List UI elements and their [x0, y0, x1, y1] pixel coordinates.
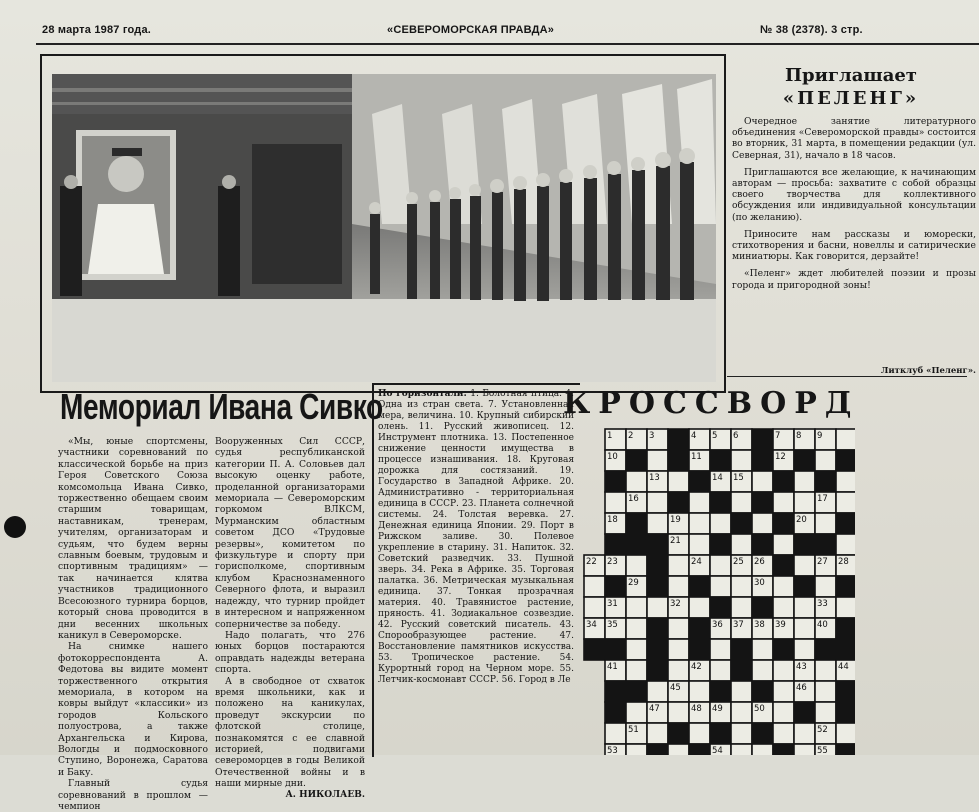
crossword-cell[interactable]: [731, 723, 752, 744]
crossword-cell-number: 38: [754, 620, 765, 630]
crossword-block-cell: [752, 534, 773, 555]
article-paragraph: А в свободное от схваток время школьники, как и положено на каникулах, проведут экскурсии по флотской столице, познакомятся с ее славной историей, подвигами североморцев в годы Великой Отечественной войны и в наши мирные дни.: [215, 675, 365, 790]
crossword-cell[interactable]: [626, 597, 647, 618]
crossword-cell-number: 2: [628, 431, 634, 441]
crossword-block-cell: [836, 513, 855, 534]
crossword-cell-number: 50: [754, 704, 765, 714]
crossword-block-cell: [647, 639, 668, 660]
crossword-cell[interactable]: [584, 576, 605, 597]
crossword-cell[interactable]: [752, 639, 773, 660]
crossword-cell[interactable]: [794, 744, 815, 755]
crossword-block-cell: [647, 744, 668, 755]
crossword-cell-number: 41: [607, 662, 618, 672]
crossword-block-cell: [752, 429, 773, 450]
crossword-block-cell: [836, 744, 855, 755]
crossword-cell[interactable]: [836, 597, 855, 618]
crossword-cell[interactable]: [731, 576, 752, 597]
crossword-block-cell: [605, 639, 626, 660]
crossword-cell-number: 36: [712, 620, 723, 630]
crossword-cell[interactable]: [815, 660, 836, 681]
crossword-block-cell: [689, 471, 710, 492]
crossword-block-cell: [668, 723, 689, 744]
crossword-cell[interactable]: [668, 618, 689, 639]
crossword-cell[interactable]: [752, 744, 773, 755]
crossword-block-cell: [626, 534, 647, 555]
crossword-cell[interactable]: [689, 534, 710, 555]
crossword-cell-number: 40: [817, 620, 828, 630]
header-rule: [36, 43, 979, 45]
crossword-cell[interactable]: [794, 618, 815, 639]
crossword-block-cell: [647, 660, 668, 681]
crossword-block-cell: [752, 450, 773, 471]
crossword-cell-number: 39: [775, 620, 786, 630]
crossword-block-cell: [773, 744, 794, 755]
crossword-block-cell: [626, 513, 647, 534]
crossword-cell[interactable]: [710, 660, 731, 681]
crossword-cell[interactable]: [773, 492, 794, 513]
crossword-cell-number: 49: [712, 704, 723, 714]
crossword-block-cell: [710, 492, 731, 513]
crossword-block-cell: [731, 639, 752, 660]
article-paragraph: Главный судья соревнований в прошлом — чемпион: [58, 778, 208, 812]
crossword-block-cell: [773, 471, 794, 492]
crossword-cell-number: 18: [607, 515, 618, 525]
crossword-cell-number: 35: [607, 620, 618, 630]
crossword-cell[interactable]: [710, 555, 731, 576]
crossword-cell[interactable]: [647, 681, 668, 702]
crossword-block-cell: [815, 471, 836, 492]
crossword-block-cell: [605, 702, 626, 723]
announcement-paragraph: Приносите нам рассказы и юморески, стихотворения и басни, новеллы и сатирические миниатюры. Как говорится, дерзайте!: [732, 228, 976, 263]
crossword-block-cell: [731, 660, 752, 681]
crossword-cell[interactable]: [752, 660, 773, 681]
crossword-cell-number: 48: [691, 704, 702, 714]
crossword-cell-number: 16: [628, 494, 639, 504]
crossword-block-cell: [668, 492, 689, 513]
crossword-cell[interactable]: [773, 723, 794, 744]
crossword-cell-number: 30: [754, 578, 765, 588]
punch-hole-mark: [4, 516, 26, 538]
announcement-paragraph: «Пеленг» ждет любителей поэзии и прозы города и пригородной зоны!: [732, 268, 976, 291]
crossword-cell-number: 25: [733, 557, 744, 567]
crossword-cell-number: 12: [775, 452, 786, 462]
crossword-cell[interactable]: [794, 492, 815, 513]
article-paragraph: На снимке нашего фотокорреспондента А. Федотова вы видите момент торжественного открытия мемориала, в котором на ковры выйдут «классики» из городов Кольского полуострова, а также Архангельска и Кирова, Вологды и подмосковного Ступино, Воронежа, Саратова и Баку.: [58, 641, 208, 778]
crossword-cell[interactable]: [689, 597, 710, 618]
crossword-block-cell: [773, 639, 794, 660]
crossword-cell-number: 26: [754, 557, 765, 567]
crossword-block-cell: [605, 534, 626, 555]
crossword-block-cell: [815, 534, 836, 555]
crossword-cell[interactable]: [815, 450, 836, 471]
clues-label: По горизонтали:: [378, 389, 467, 399]
crossword-cell-number: 44: [838, 662, 849, 672]
crossword-cell-number: 46: [796, 683, 807, 693]
crossword-block-cell: [605, 576, 626, 597]
article-paragraph: Надо полагать, что 276 юных борцов постараются оправдать надежды ветерана спорта.: [215, 629, 365, 676]
crossword-cell[interactable]: [584, 597, 605, 618]
crossword-cell[interactable]: [647, 492, 668, 513]
crossword-cell-number: 9: [817, 431, 823, 441]
crossword-title: КРОССВОРД: [563, 386, 860, 421]
crossword-cell-number: 42: [691, 662, 702, 672]
crossword-cell[interactable]: [731, 702, 752, 723]
crossword-cell[interactable]: [815, 513, 836, 534]
crossword-block-cell: [647, 618, 668, 639]
crossword-cell[interactable]: [626, 471, 647, 492]
crossword-block-cell: [731, 513, 752, 534]
crossword-cell-number: 33: [817, 599, 828, 609]
crossword-cell[interactable]: [647, 513, 668, 534]
crossword-block-cell: [668, 450, 689, 471]
crossword-cell[interactable]: [836, 429, 855, 450]
crossword-cell[interactable]: [836, 471, 855, 492]
crossword-cell[interactable]: [794, 639, 815, 660]
crossword-block-cell: [605, 681, 626, 702]
crossword-cell-number: 17: [817, 494, 828, 504]
crossword-block-cell: [710, 723, 731, 744]
crossword-block-cell: [710, 597, 731, 618]
article-author: А. НИКОЛАЕВ.: [285, 789, 365, 800]
announcement-paragraph: Приглашаются все желающие, к начинающим авторам — просьба: захватите с собой образцы своего творчества для коллективного обсуждения или индивидуальной консультации (по желанию).: [732, 166, 976, 223]
crossword-cell[interactable]: [647, 597, 668, 618]
crossword-cell[interactable]: [731, 681, 752, 702]
crossword-cell-number: 37: [733, 620, 744, 630]
crossword-cell[interactable]: [815, 702, 836, 723]
crossword-cell[interactable]: [710, 639, 731, 660]
header-paper-name: «СЕВЕРОМОРСКАЯ ПРАВДА»: [387, 24, 555, 36]
crossword-cell-number: 23: [607, 557, 618, 567]
crossword-cell[interactable]: [773, 534, 794, 555]
crossword-block-cell: [626, 681, 647, 702]
crossword-cell[interactable]: [794, 555, 815, 576]
crossword-cell[interactable]: [668, 471, 689, 492]
crossword-block-cell: [752, 492, 773, 513]
clues-text: 1. Болотная птица. 4. Одна из стран света. 7. Установленная мера, величина. 10. Крупный сибирский олень. 11. Русский живописец. 12. Инструмент плотника. 13. Постепенное снижение ценности имущества в процессе изнашивания. 18. Круговая дорожка для состязаний. 19. Государство в Западной Африке. 20. Административно - территориальная единица в СССР. 23. Планета солнечной системы. 24. Толстая веревка. 27. Денежная единица Японии. 29. Порт в Рижском заливе. 30. Полевое укрепление в старину. 31. Напиток. 32. Советский разведчик. 33. Пушной зверь. 34. Река в Африке. 35. Торговая палатка. 36. Метрическая музыкальная единица. 37. Тонкая прозрачная материя. 40. Травянистое растение, пряность. 41. Зодиакальное созвездие. 42. Русский советский писатель. 43. Спорообразующее растение. 47. Восстановление памятников искусства. 53. Тропическое растение. 54. Курортный город на Черном море. 55. Летчик-космонавт СССР. 56. Город в Ле: [378, 389, 574, 685]
header-issue-page: № 38 (2378). 3 стр.: [760, 24, 863, 36]
announcement-body: [732, 116, 976, 297]
crossword-cell[interactable]: [626, 639, 647, 660]
header-date: 28 марта 1987 года.: [42, 24, 152, 36]
crossword-cell-number: 13: [649, 473, 660, 483]
crossword-block-cell: [815, 639, 836, 660]
crossword-cell-number: 55: [817, 746, 828, 755]
crossword-cell[interactable]: [668, 639, 689, 660]
crossword-block-cell: [794, 534, 815, 555]
crossword-cell-number: 52: [817, 725, 828, 735]
crossword-cell-number: 22: [586, 557, 597, 567]
crossword-cell[interactable]: [626, 744, 647, 755]
crossword-block-cell: [794, 450, 815, 471]
crossword-cell[interactable]: [836, 723, 855, 744]
crossword-cell[interactable]: [668, 702, 689, 723]
photo-illustration: [52, 74, 716, 382]
crossword-cell-number: 51: [628, 725, 639, 735]
crossword-cell[interactable]: [815, 681, 836, 702]
crossword-cell[interactable]: [626, 660, 647, 681]
crossword-cell[interactable]: [668, 660, 689, 681]
crossword-block-cell: [752, 597, 773, 618]
crossword-cell[interactable]: [689, 681, 710, 702]
crossword-cell[interactable]: [626, 618, 647, 639]
crossword-cell[interactable]: [647, 723, 668, 744]
crossword-block-cell: [836, 702, 855, 723]
crossword-cell-number: 20: [796, 515, 807, 525]
crossword-cell-number: 47: [649, 704, 660, 714]
crossword-cell-number: 34: [586, 620, 597, 630]
crossword-cell[interactable]: [689, 492, 710, 513]
crossword-cell-number: 4: [691, 431, 697, 441]
crossword-cell-number: 32: [670, 599, 681, 609]
crossword-cell[interactable]: [689, 723, 710, 744]
crossword-cell-number: 8: [796, 431, 802, 441]
crossword-block-cell: [773, 513, 794, 534]
crossword-block-cell: [794, 576, 815, 597]
crossword-block-cell: [773, 555, 794, 576]
crossword-cell-number: 14: [712, 473, 723, 483]
crossword-block-cell: [836, 681, 855, 702]
crossword-cell-number: 15: [733, 473, 744, 483]
crossword-cell-number: 27: [817, 557, 828, 567]
crossword-block-cell: [689, 639, 710, 660]
crossword-cell[interactable]: [668, 576, 689, 597]
crossword-cell[interactable]: [794, 597, 815, 618]
crossword-cell-number: 5: [712, 431, 718, 441]
crossword-block-cell: [647, 555, 668, 576]
announcement-title: Приглашает: [785, 65, 917, 86]
crossword-cell[interactable]: [773, 681, 794, 702]
article-column-2: [215, 436, 365, 801]
crossword-cell[interactable]: [626, 555, 647, 576]
crossword-block-cell: [836, 618, 855, 639]
crossword-cell-number: 3: [649, 431, 655, 441]
crossword-cell[interactable]: [752, 513, 773, 534]
article-column-1: [58, 436, 208, 812]
crossword-block-cell: [647, 534, 668, 555]
announcement-rule: [727, 376, 967, 377]
crossword-cell[interactable]: [710, 513, 731, 534]
crossword-cell[interactable]: [731, 534, 752, 555]
crossword-block-cell: [584, 639, 605, 660]
crossword-cell[interactable]: [794, 723, 815, 744]
crossword-cell[interactable]: [752, 471, 773, 492]
article-paragraph: «Мы, юные спортсмены, участники соревнований по классической борьбе на приз Героя Советского Союза комсомольца Ивана Сивко, торжественно обещаем своим старшим товарищам, наставникам, тренерам, учителям, организаторам и судьям, что будем верны славным боевым, трудовым и спортивным традициям» — так начинается клятва участников традиционного Всесоюзного турнира борцов, который снова проводится в дни весенних школьных каникул в Североморске.: [58, 436, 208, 641]
crossword-cell[interactable]: [731, 450, 752, 471]
crossword-cell[interactable]: [773, 576, 794, 597]
crossword-block-cell: [689, 744, 710, 755]
crossword-block-cell: [626, 450, 647, 471]
crossword-block-cell: [710, 681, 731, 702]
crossword-cell-number: 21: [670, 536, 681, 546]
crossword-cell-number: 31: [607, 599, 618, 609]
crossword-block-cell: [836, 639, 855, 660]
crossword-cell-number: 24: [691, 557, 702, 567]
crossword-clues: [378, 389, 574, 686]
crossword-block-cell: [689, 576, 710, 597]
crossword-cell[interactable]: [836, 534, 855, 555]
crossword-cell[interactable]: [773, 702, 794, 723]
announcement-paragraph: Очередное занятие литературного объединения «Североморской правды» состоится во вторник, 31 марта, в помещении редакции (ул. Северная, 31), начало в 18 часов.: [732, 116, 976, 161]
crossword-cell-number: 54: [712, 746, 723, 755]
crossword-block-cell: [752, 681, 773, 702]
crossword-cell[interactable]: [794, 471, 815, 492]
announcement-subtitle: «ПЕЛЕНГ»: [782, 88, 920, 109]
crossword-cell-number: 43: [796, 662, 807, 672]
announcement-signature: Литклуб «Пеленг».: [880, 366, 976, 376]
crossword-cell-number: 45: [670, 683, 681, 693]
crossword-cell[interactable]: [731, 597, 752, 618]
crossword-cell-number: 11: [691, 452, 702, 462]
crossword-block-cell: [647, 576, 668, 597]
crossword-cell[interactable]: [668, 744, 689, 755]
crossword-block-cell: [605, 471, 626, 492]
crossword-cell[interactable]: [668, 555, 689, 576]
crossword-cell[interactable]: [731, 492, 752, 513]
crossword-cell[interactable]: [605, 723, 626, 744]
crossword-block-cell: [752, 723, 773, 744]
crossword-cell-number: 53: [607, 746, 618, 755]
crossword-cell-number: 29: [628, 578, 639, 588]
crossword-block-cell: [710, 534, 731, 555]
crossword-block-cell: [710, 450, 731, 471]
crossword-cell-number: 10: [607, 452, 618, 462]
crossword-cell[interactable]: [731, 744, 752, 755]
article-headline: Мемориал Ивана Сивко: [60, 386, 383, 427]
crossword-block-cell: [794, 702, 815, 723]
crossword-cell[interactable]: [815, 576, 836, 597]
crossword-grid[interactable]: [583, 428, 855, 755]
crossword-cell[interactable]: [689, 513, 710, 534]
article-paragraph: Вооруженных Сил СССР, судья республиканской категории П. А. Соловьев дал высокую оценку работе, проделанной организаторами мемориала — Североморским горкомом ВЛКСМ, Мурманским областным советом ДСО «Трудовые резервы», комитетом по физкультуре и спорту при горисполкоме, спортивным клубом Краснознаменного Северного флота, и выразил надежду, что турнир пройдет в интересном и напряженном соперничестве за победу.: [215, 436, 365, 630]
photo-ceremony: [52, 74, 716, 382]
crossword-cell-number: 28: [838, 557, 849, 567]
crossword-cell[interactable]: [773, 597, 794, 618]
crossword-cell[interactable]: [605, 492, 626, 513]
crossword-cell-number: 1: [607, 431, 613, 441]
crossword-cell[interactable]: [647, 450, 668, 471]
crossword-cell-number: 6: [733, 431, 739, 441]
crossword-cell[interactable]: [773, 660, 794, 681]
crossword-cell[interactable]: [626, 702, 647, 723]
crossword-block-cell: [836, 450, 855, 471]
crossword-block-cell: [836, 576, 855, 597]
crossword-cell-number: 7: [775, 431, 781, 441]
crossword-block-cell: [668, 429, 689, 450]
crossword-block-cell: [689, 618, 710, 639]
crossword-cell[interactable]: [836, 492, 855, 513]
crossword-cell[interactable]: [710, 576, 731, 597]
crossword-cell-number: 19: [670, 515, 681, 525]
